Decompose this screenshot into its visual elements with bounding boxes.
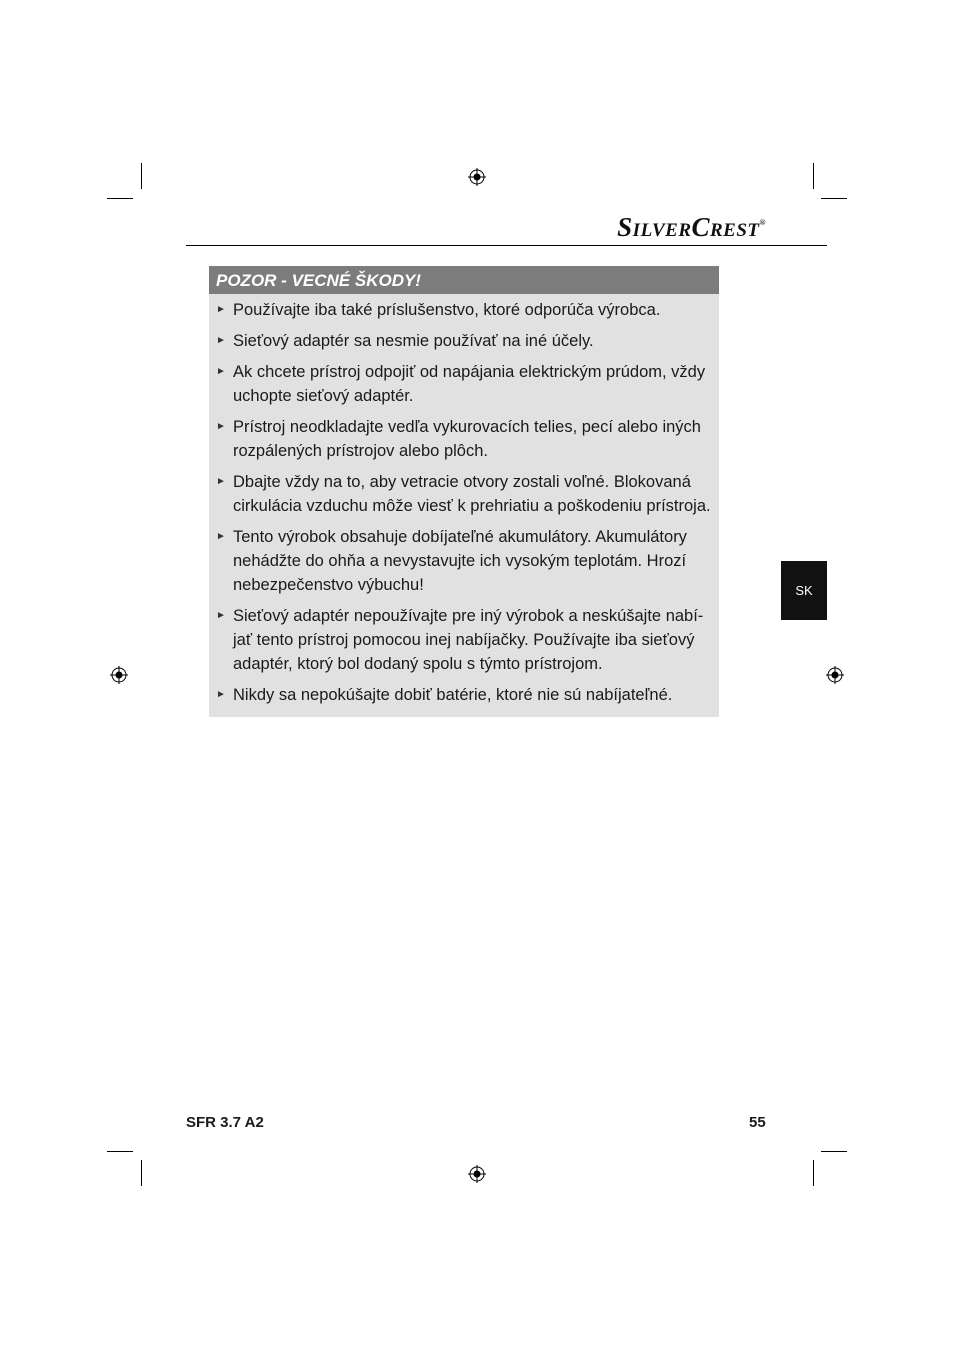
list-item-text: Používajte iba také príslušenstvo, ktoré odporúča výrobca. bbox=[233, 301, 661, 319]
triangle-bullet-icon: ► bbox=[216, 335, 226, 346]
brand-name: SilverCrest bbox=[617, 212, 760, 242]
crop-mark bbox=[141, 1160, 142, 1186]
triangle-bullet-icon: ► bbox=[216, 476, 226, 487]
warning-heading-emphasis: VECNÉ ŠKODY! bbox=[291, 271, 421, 290]
crop-mark bbox=[813, 1160, 814, 1186]
crop-mark bbox=[821, 198, 847, 199]
brand-logo bbox=[617, 212, 766, 243]
list-item bbox=[216, 683, 713, 707]
crop-mark bbox=[813, 163, 814, 189]
triangle-bullet-icon: ► bbox=[216, 531, 226, 542]
warning-heading-prefix: POZOR - bbox=[216, 271, 292, 290]
list-item-text: Tento výrobok obsahuje dobíjateľné akumulátory. Akumulátory nehádžte do ohňa a nevystavujte ich vysokým teplotám. Hrozí nebezpečenstvo výbuchu! bbox=[233, 528, 687, 594]
registration-mark-icon bbox=[468, 1165, 486, 1183]
list-item-text: Sieťový adaptér sa nesmie používať na iné účely. bbox=[233, 332, 594, 350]
page-number: 55 bbox=[749, 1114, 766, 1131]
registered-mark: ® bbox=[759, 218, 766, 227]
registration-mark-icon bbox=[826, 666, 844, 684]
list-item-text: Ak chcete prístroj odpojiť od napájania elektrickým prúdom, vždy uchopte sieťový adaptér. bbox=[233, 363, 706, 405]
triangle-bullet-icon: ► bbox=[216, 366, 226, 377]
list-item bbox=[216, 360, 713, 408]
crop-mark bbox=[821, 1151, 847, 1152]
triangle-bullet-icon: ► bbox=[216, 610, 226, 621]
triangle-bullet-icon: ► bbox=[216, 689, 226, 700]
crop-mark bbox=[141, 163, 142, 189]
triangle-bullet-icon: ► bbox=[216, 304, 226, 315]
list-item bbox=[216, 604, 713, 676]
list-item bbox=[216, 415, 713, 463]
list-item bbox=[216, 525, 713, 597]
list-item-text: Nikdy sa nepokúšajte dobiť batérie, ktoré nie sú nabíjateľné. bbox=[233, 686, 673, 704]
warning-heading bbox=[209, 266, 719, 294]
crop-mark bbox=[107, 198, 133, 199]
list-item bbox=[216, 298, 713, 322]
footer-model: SFR 3.7 A2 bbox=[186, 1114, 264, 1131]
crop-mark bbox=[107, 1151, 133, 1152]
list-item bbox=[216, 470, 713, 518]
list-item bbox=[216, 329, 713, 353]
list-item-text: Sieťový adaptér nepoužívajte pre iný výrobok a neskúšajte nabí-jať tento prístroj pomocou inej nabíjačky. Používajte iba sieťový adaptér, ktorý bol dodaný spolu s týmto prístrojom. bbox=[233, 607, 704, 673]
list-item-text: Prístroj neodkladajte vedľa vykurovacích telies, pecí alebo iných rozpálených prístrojov alebo plôch. bbox=[233, 418, 701, 460]
warning-list bbox=[209, 294, 719, 707]
header-rule bbox=[186, 245, 827, 246]
triangle-bullet-icon: ► bbox=[216, 421, 226, 432]
list-item-text: Dbajte vždy na to, aby vetracie otvory zostali voľné. Blokovaná cirkulácia vzduchu môže viesť k prehriatiu a poškodeniu prístroja. bbox=[233, 473, 711, 515]
registration-mark-icon bbox=[110, 666, 128, 684]
language-tab: SK bbox=[781, 561, 827, 620]
warning-box bbox=[209, 266, 719, 717]
registration-mark-icon bbox=[468, 168, 486, 186]
